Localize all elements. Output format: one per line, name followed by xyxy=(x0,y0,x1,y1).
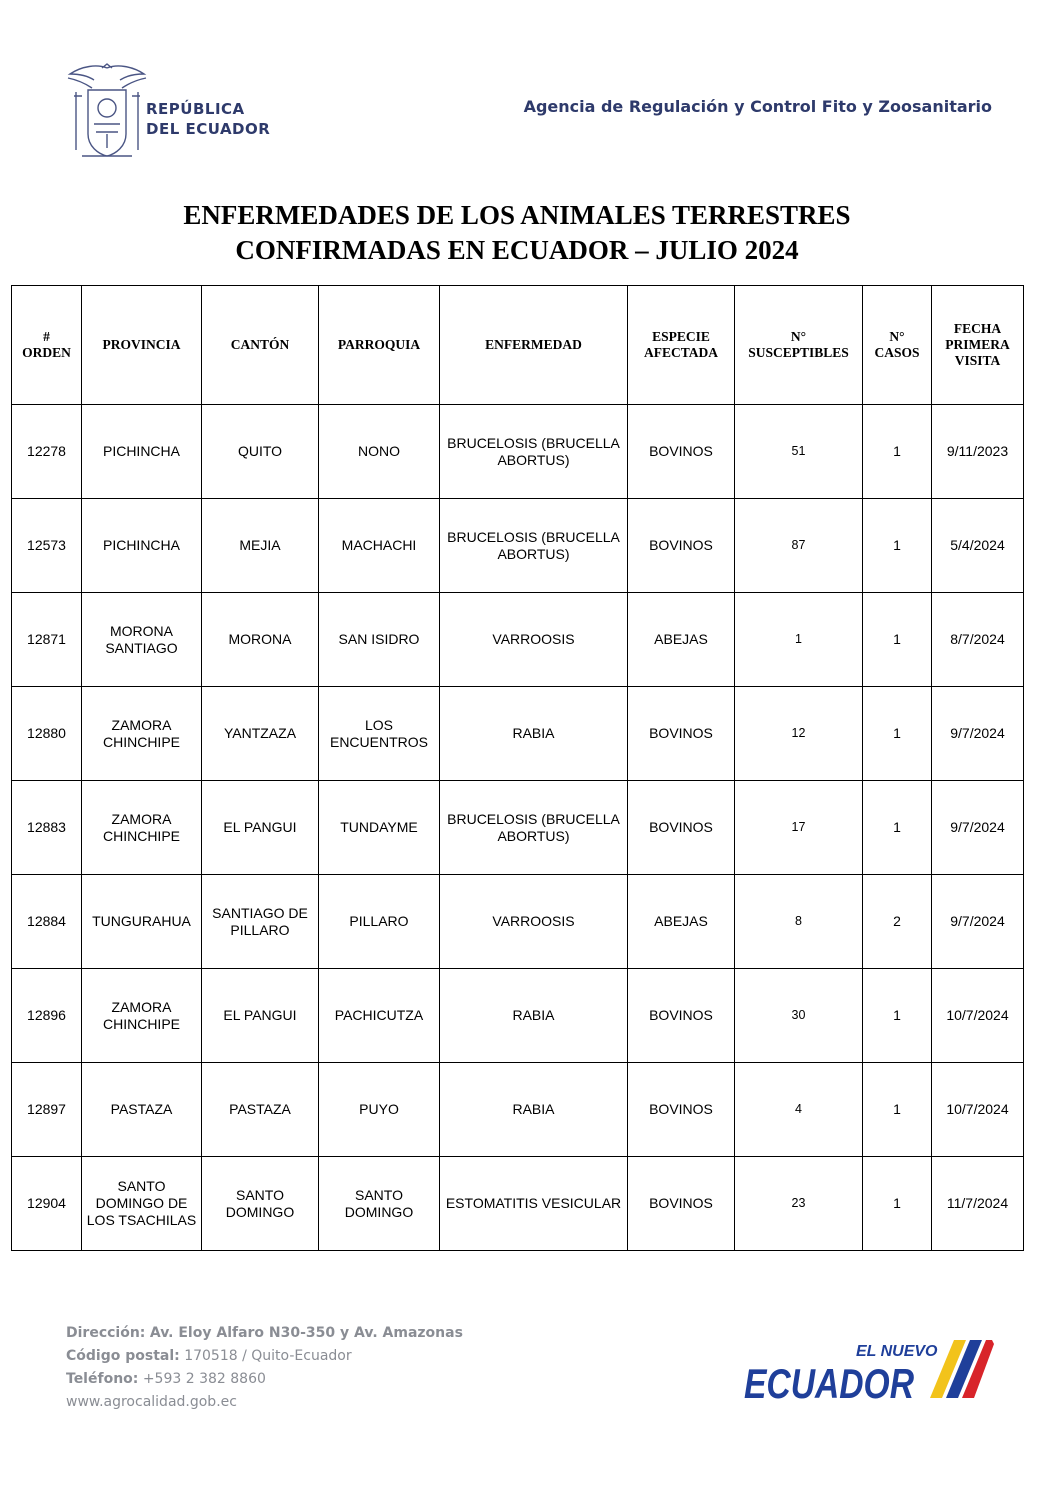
table-row xyxy=(12,969,1024,1063)
cell-provincia: ZAMORA CHINCHIPE xyxy=(82,969,202,1063)
cell-especie: BOVINOS xyxy=(628,969,735,1063)
cell-fecha: 11/7/2024 xyxy=(932,1157,1024,1251)
cell-provincia: TUNGURAHUA xyxy=(82,875,202,969)
cell-canton: PASTAZA xyxy=(202,1063,319,1157)
table-row xyxy=(12,405,1024,499)
cell-fecha: 9/7/2024 xyxy=(932,687,1024,781)
cell-enfermedad: RABIA xyxy=(440,687,628,781)
table-body xyxy=(12,405,1024,1251)
column-header xyxy=(735,286,863,405)
table-row xyxy=(12,1157,1024,1251)
footer-postal xyxy=(66,1345,463,1368)
agency-name: Agencia de Regulación y Control Fito y Zoosanitario xyxy=(523,97,992,116)
column-header xyxy=(12,286,82,405)
column-header xyxy=(628,286,735,405)
cell-especie: BOVINOS xyxy=(628,687,735,781)
cell-susceptibles: 51 xyxy=(735,405,863,499)
cell-orden: 12897 xyxy=(12,1063,82,1157)
cell-provincia: MORONA SANTIAGO xyxy=(82,593,202,687)
column-header-text: N° xyxy=(889,329,905,344)
coat-of-arms-icon xyxy=(62,62,152,160)
column-header-text: ENFERMEDAD xyxy=(485,337,582,352)
footer-website: www.agrocalidad.gob.ec xyxy=(66,1394,237,1410)
column-header-text: N° xyxy=(790,329,807,344)
column-header-text: ORDEN xyxy=(22,345,71,360)
column-header-text: PARROQUIA xyxy=(337,337,421,352)
title-line-1: ENFERMEDADES DE LOS ANIMALES TERRESTRES xyxy=(183,200,851,230)
footer-phone xyxy=(66,1368,463,1391)
cell-susceptibles: 23 xyxy=(735,1157,863,1251)
cell-orden: 12573 xyxy=(12,499,82,593)
cell-susceptibles: 30 xyxy=(735,969,863,1063)
logo-big-text: ECUADOR xyxy=(744,1360,915,1407)
table-row xyxy=(12,875,1024,969)
cell-susceptibles: 1 xyxy=(735,593,863,687)
column-header-text: VISITA xyxy=(954,353,1001,368)
column-header-text: ESPECIE xyxy=(652,329,710,344)
column-header xyxy=(863,286,932,405)
logo-small-text: EL NUEVO xyxy=(856,1343,938,1360)
column-header-text: FECHA xyxy=(953,321,1002,336)
cell-provincia: ZAMORA CHINCHIPE xyxy=(82,781,202,875)
cell-parroquia: PILLARO xyxy=(319,875,440,969)
cell-canton: EL PANGUI xyxy=(202,969,319,1063)
column-header-text: CANTÓN xyxy=(230,337,290,352)
table-row xyxy=(12,781,1024,875)
cell-canton: MEJIA xyxy=(202,499,319,593)
cell-especie: ABEJAS xyxy=(628,593,735,687)
cell-orden: 12896 xyxy=(12,969,82,1063)
title-line-2: CONFIRMADAS EN ECUADOR – JULIO 2024 xyxy=(235,235,799,265)
cell-fecha: 8/7/2024 xyxy=(932,593,1024,687)
cell-orden: 12871 xyxy=(12,593,82,687)
cell-fecha: 9/7/2024 xyxy=(932,781,1024,875)
cell-casos: 1 xyxy=(863,405,932,499)
cell-fecha: 10/7/2024 xyxy=(932,969,1024,1063)
cell-casos: 1 xyxy=(863,781,932,875)
cell-canton: YANTZAZA xyxy=(202,687,319,781)
cell-enfermedad: VARROOSIS xyxy=(440,875,628,969)
cell-provincia: PICHINCHA xyxy=(82,499,202,593)
column-header xyxy=(82,286,202,405)
table-row xyxy=(12,593,1024,687)
cell-parroquia: SAN ISIDRO xyxy=(319,593,440,687)
footer-address xyxy=(66,1322,463,1345)
el-nuevo-ecuador-logo xyxy=(744,1336,994,1408)
table-row xyxy=(12,499,1024,593)
cell-especie: BOVINOS xyxy=(628,781,735,875)
cell-casos: 1 xyxy=(863,593,932,687)
cell-parroquia: SANTO DOMINGO xyxy=(319,1157,440,1251)
cell-casos: 1 xyxy=(863,1063,932,1157)
column-header xyxy=(440,286,628,405)
cell-casos: 1 xyxy=(863,1157,932,1251)
cell-enfermedad: VARROOSIS xyxy=(440,593,628,687)
cell-enfermedad: RABIA xyxy=(440,969,628,1063)
column-header xyxy=(202,286,319,405)
cell-casos: 1 xyxy=(863,969,932,1063)
phone-label: Teléfono: xyxy=(66,1371,139,1387)
cell-orden: 12883 xyxy=(12,781,82,875)
cell-provincia: PICHINCHA xyxy=(82,405,202,499)
cell-orden: 12884 xyxy=(12,875,82,969)
cell-parroquia: PACHICUTZA xyxy=(319,969,440,1063)
cell-especie: BOVINOS xyxy=(628,499,735,593)
cell-orden: 12904 xyxy=(12,1157,82,1251)
cell-especie: BOVINOS xyxy=(628,1063,735,1157)
footer-contact xyxy=(66,1322,463,1414)
disease-table xyxy=(11,285,1024,1251)
cell-canton: SANTIAGO DE PILLARO xyxy=(202,875,319,969)
table-header-row xyxy=(12,286,1024,405)
postal-value: 170518 / Quito-Ecuador xyxy=(184,1348,352,1364)
table-row xyxy=(12,1063,1024,1157)
cell-casos: 1 xyxy=(863,499,932,593)
cell-orden: 12880 xyxy=(12,687,82,781)
cell-casos: 2 xyxy=(863,875,932,969)
cell-fecha: 5/4/2024 xyxy=(932,499,1024,593)
cell-parroquia: MACHACHI xyxy=(319,499,440,593)
cell-enfermedad: RABIA xyxy=(440,1063,628,1157)
column-header-text: PRIMERA xyxy=(945,337,1010,352)
phone-value: +593 2 382 8860 xyxy=(142,1371,266,1387)
cell-especie: BOVINOS xyxy=(628,405,735,499)
table-row xyxy=(12,687,1024,781)
cell-susceptibles: 4 xyxy=(735,1063,863,1157)
country-line-2: DEL ECUADOR xyxy=(146,120,271,138)
column-header-text: AFECTADA xyxy=(644,345,718,360)
cell-parroquia: NONO xyxy=(319,405,440,499)
cell-susceptibles: 87 xyxy=(735,499,863,593)
cell-canton: QUITO xyxy=(202,405,319,499)
cell-provincia: PASTAZA xyxy=(82,1063,202,1157)
cell-provincia: SANTO DOMINGO DE LOS TSACHILAS xyxy=(82,1157,202,1251)
column-header xyxy=(319,286,440,405)
cell-canton: MORONA xyxy=(202,593,319,687)
cell-enfermedad: BRUCELOSIS (BRUCELLA ABORTUS) xyxy=(440,781,628,875)
cell-especie: BOVINOS xyxy=(628,1157,735,1251)
cell-enfermedad: BRUCELOSIS (BRUCELLA ABORTUS) xyxy=(440,499,628,593)
cell-fecha: 10/7/2024 xyxy=(932,1063,1024,1157)
cell-susceptibles: 8 xyxy=(735,875,863,969)
country-line-1: REPÚBLICA xyxy=(146,100,245,118)
column-header-text: CASOS xyxy=(874,345,920,360)
cell-canton: SANTO DOMINGO xyxy=(202,1157,319,1251)
column-header-text: PROVINCIA xyxy=(102,337,181,352)
country-name xyxy=(146,99,270,139)
column-header-text: SUSCEPTIBLES xyxy=(748,345,849,360)
cell-enfermedad: ESTOMATITIS VESICULAR xyxy=(440,1157,628,1251)
cell-susceptibles: 17 xyxy=(735,781,863,875)
cell-parroquia: LOS ENCUENTROS xyxy=(319,687,440,781)
page-header xyxy=(0,0,1058,170)
column-header xyxy=(932,286,1024,405)
address-label: Dirección: xyxy=(66,1325,146,1341)
document-title xyxy=(0,198,1034,268)
postal-label: Código postal: xyxy=(66,1348,180,1364)
cell-provincia: ZAMORA CHINCHIPE xyxy=(82,687,202,781)
cell-parroquia: PUYO xyxy=(319,1063,440,1157)
cell-susceptibles: 12 xyxy=(735,687,863,781)
cell-especie: ABEJAS xyxy=(628,875,735,969)
cell-canton: EL PANGUI xyxy=(202,781,319,875)
address-value: Av. Eloy Alfaro N30-350 y Av. Amazonas xyxy=(149,1325,463,1341)
cell-casos: 1 xyxy=(863,687,932,781)
cell-fecha: 9/11/2023 xyxy=(932,405,1024,499)
cell-parroquia: TUNDAYME xyxy=(319,781,440,875)
cell-fecha: 9/7/2024 xyxy=(932,875,1024,969)
column-header-text: # xyxy=(43,329,50,344)
cell-enfermedad: BRUCELOSIS (BRUCELLA ABORTUS) xyxy=(440,405,628,499)
cell-orden: 12278 xyxy=(12,405,82,499)
